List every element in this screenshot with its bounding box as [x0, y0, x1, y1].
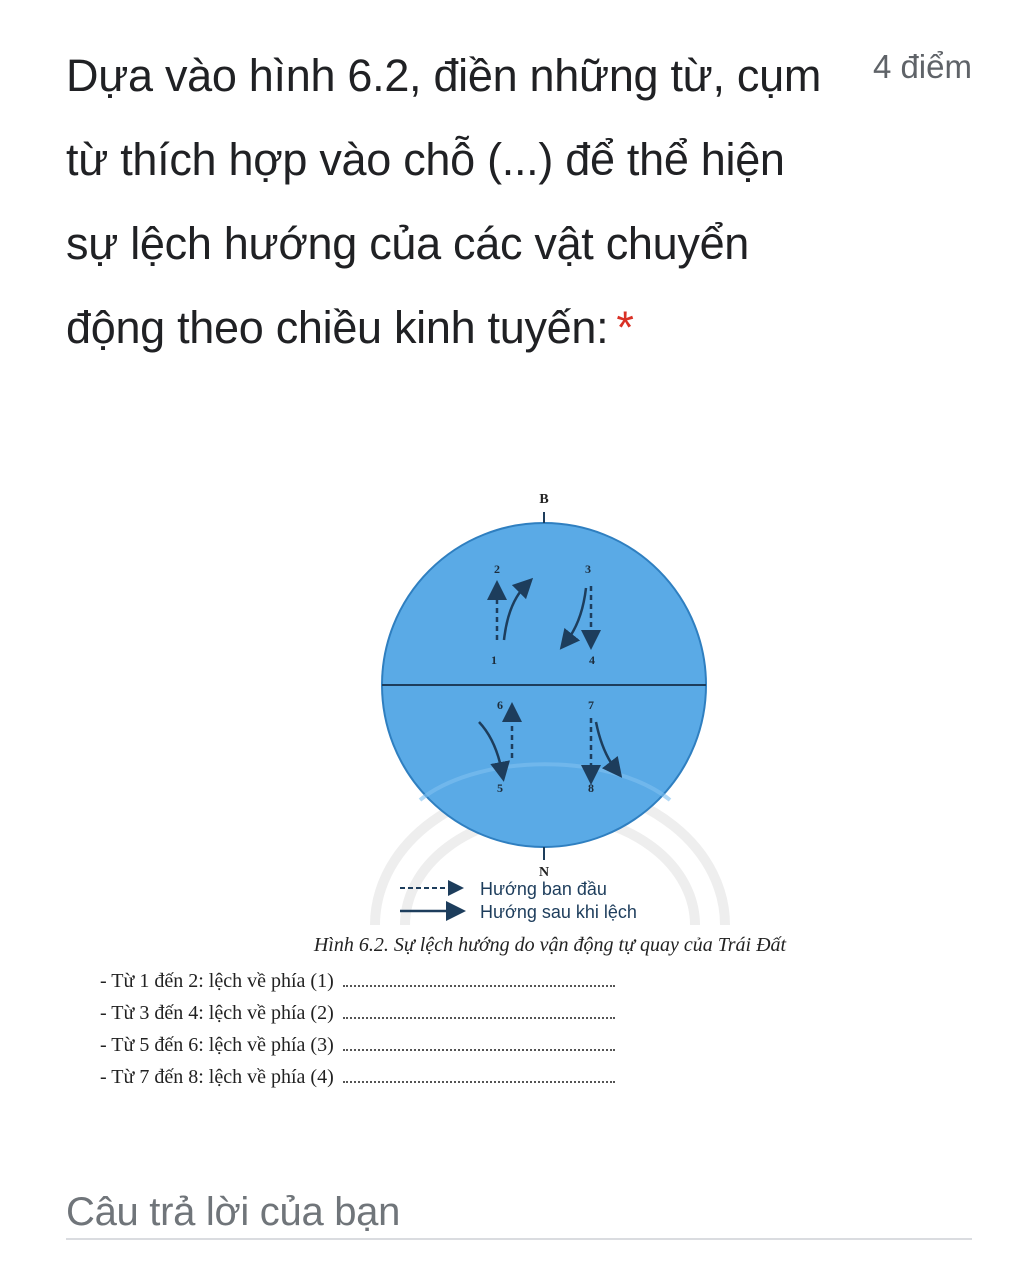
point-label-2: 2	[494, 562, 500, 576]
point-label-1: 1	[491, 653, 497, 667]
answer-placeholder: Câu trả lời của bạn	[66, 1190, 401, 1234]
fill-line-2-text: - Từ 3 đến 4: lệch về phía (2)	[100, 1002, 334, 1024]
blank-4	[343, 1067, 615, 1083]
question-title-line-4	[66, 286, 846, 370]
fill-line-2	[100, 998, 615, 1030]
point-label-8: 8	[588, 781, 594, 795]
fill-line-1-text: - Từ 1 đến 2: lệch về phía (1)	[100, 970, 334, 992]
pole-label-top: B	[539, 492, 549, 507]
legend-deflected-direction: Hướng sau khi lệch	[480, 902, 637, 922]
points-label: 4 điểm	[872, 48, 972, 85]
point-label-6: 6	[497, 698, 503, 712]
globe	[382, 512, 706, 860]
figure-legend	[400, 879, 637, 922]
question-title-line-2: từ thích hợp vào chỗ (...) để thể hiện	[66, 134, 785, 185]
question-title-line-4-text: động theo chiều kinh tuyến:	[66, 302, 609, 353]
figure-caption: Hình 6.2. Sự lệch hướng do vận động tự quay của Trái Đất	[313, 934, 787, 956]
fill-line-4	[100, 1062, 615, 1094]
blank-2	[343, 1003, 615, 1019]
earth-deflection-diagram	[0, 470, 1024, 940]
blank-3	[343, 1035, 615, 1051]
question-title-line-3: sự lệch hướng của các vật chuyển	[66, 218, 750, 269]
legend-initial-direction: Hướng ban đầu	[480, 879, 607, 899]
fill-line-1	[100, 966, 615, 998]
answer-input[interactable]	[66, 1190, 972, 1240]
point-label-3: 3	[585, 562, 591, 576]
question-title-line-1: Dựa vào hình 6.2, điền những từ, cụm	[66, 50, 822, 101]
point-label-5: 5	[497, 781, 503, 795]
point-label-7: 7	[588, 698, 594, 712]
fill-line-4-text: - Từ 7 đến 8: lệch về phía (4)	[100, 1066, 334, 1088]
point-label-4: 4	[589, 653, 595, 667]
fill-in-blanks	[100, 966, 615, 1094]
fill-line-3	[100, 1030, 615, 1062]
pole-label-bottom: N	[538, 865, 550, 880]
fill-line-3-text: - Từ 5 đến 6: lệch về phía (3)	[100, 1034, 334, 1056]
required-asterisk: *	[616, 302, 634, 353]
question-figure	[0, 470, 1024, 940]
blank-1	[343, 971, 615, 987]
question-title	[66, 34, 846, 370]
